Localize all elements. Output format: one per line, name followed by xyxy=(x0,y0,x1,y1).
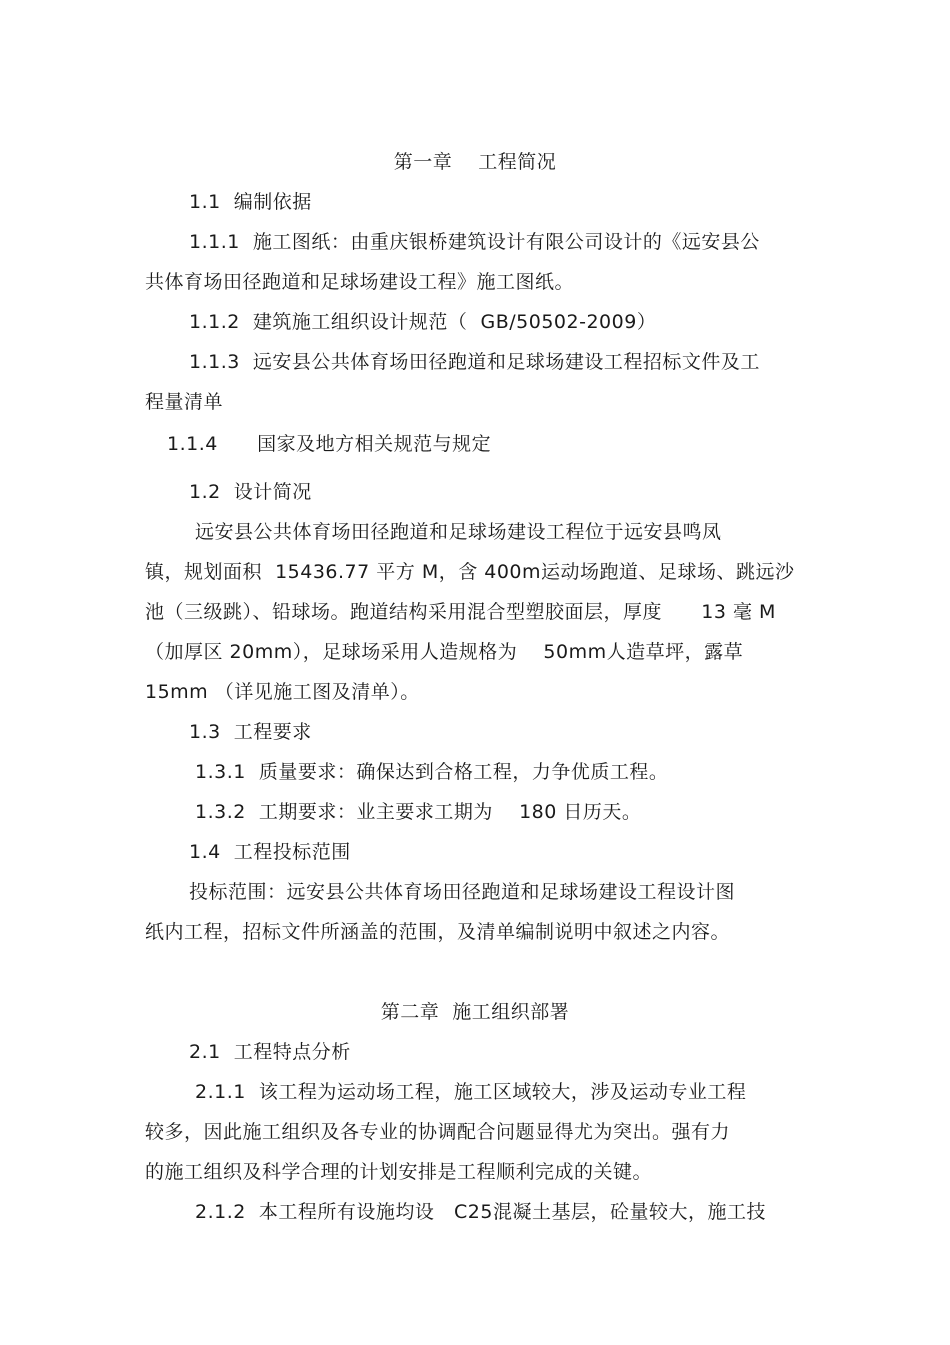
design-paragraph-line3: 池（三级跳）、铅球场。跑道结构采用混合型塑胶面层，厚度 13 毫 M xyxy=(145,601,776,623)
design-paragraph-line2: 镇，规划面积 15436.77 平方 M，含 400m运动场跑道、足球场、跳远沙 xyxy=(145,561,795,583)
section-1-3-heading: 1.3 工程要求 xyxy=(189,721,312,743)
clause-2-1-2-line1: 2.1.2 本工程所有设施均设 C25混凝土基层，砼量较大，施工技 xyxy=(195,1201,766,1223)
section-2-1-heading: 2.1 工程特点分析 xyxy=(189,1041,351,1063)
chapter-2-title: 第二章 施工组织部署 xyxy=(380,1001,570,1023)
clause-1-1-2: 1.1.2 建筑施工组织设计规范（ GB/50502-2009） xyxy=(189,311,657,333)
section-1-2-heading: 1.2 设计简况 xyxy=(189,481,312,503)
scope-paragraph-line1: 投标范围：远安县公共体育场田径跑道和足球场建设工程设计图 xyxy=(189,881,736,903)
chapter-1-title: 第一章 工程简况 xyxy=(393,151,557,173)
clause-1-1-1-line2: 共体育场田径跑道和足球场建设工程》施工图纸。 xyxy=(145,271,575,293)
clause-1-1-3-line1: 1.1.3 远安县公共体育场田径跑道和足球场建设工程招标文件及工 xyxy=(189,351,760,373)
clause-1-3-1: 1.3.1 质量要求：确保达到合格工程，力争优质工程。 xyxy=(195,761,669,783)
clause-1-3-2: 1.3.2 工期要求：业主要求工期为 180 日历天。 xyxy=(195,801,642,823)
clause-1-1-3-line2: 程量清单 xyxy=(145,391,224,413)
scope-paragraph-line2: 纸内工程，招标文件所涵盖的范围，及清单编制说明中叙述之内容。 xyxy=(145,921,731,943)
design-paragraph-line4: （加厚区 20mm），足球场采用人造规格为 50mm人造草坪，露草 xyxy=(145,641,744,663)
section-1-1-heading: 1.1 编制依据 xyxy=(189,191,312,213)
clause-1-1-1-line1: 1.1.1 施工图纸：由重庆银桥建筑设计有限公司设计的《远安县公 xyxy=(189,231,760,253)
clause-2-1-1-line1: 2.1.1 该工程为运动场工程，施工区域较大，涉及运动专业工程 xyxy=(195,1081,747,1103)
clause-2-1-1-line3: 的施工组织及科学合理的计划安排是工程顺利完成的关键。 xyxy=(145,1161,653,1183)
design-paragraph-line1: 远安县公共体育场田径跑道和足球场建设工程位于远安县鸣凤 xyxy=(195,521,722,543)
clause-1-1-4: 1.1.4 国家及地方相关规范与规定 xyxy=(167,433,492,455)
clause-2-1-1-line2: 较多，因此施工组织及各专业的协调配合问题显得尤为突出。强有力 xyxy=(145,1121,731,1143)
design-paragraph-line5: 15mm （详见施工图及清单）。 xyxy=(145,681,420,703)
section-1-4-heading: 1.4 工程投标范围 xyxy=(189,841,351,863)
